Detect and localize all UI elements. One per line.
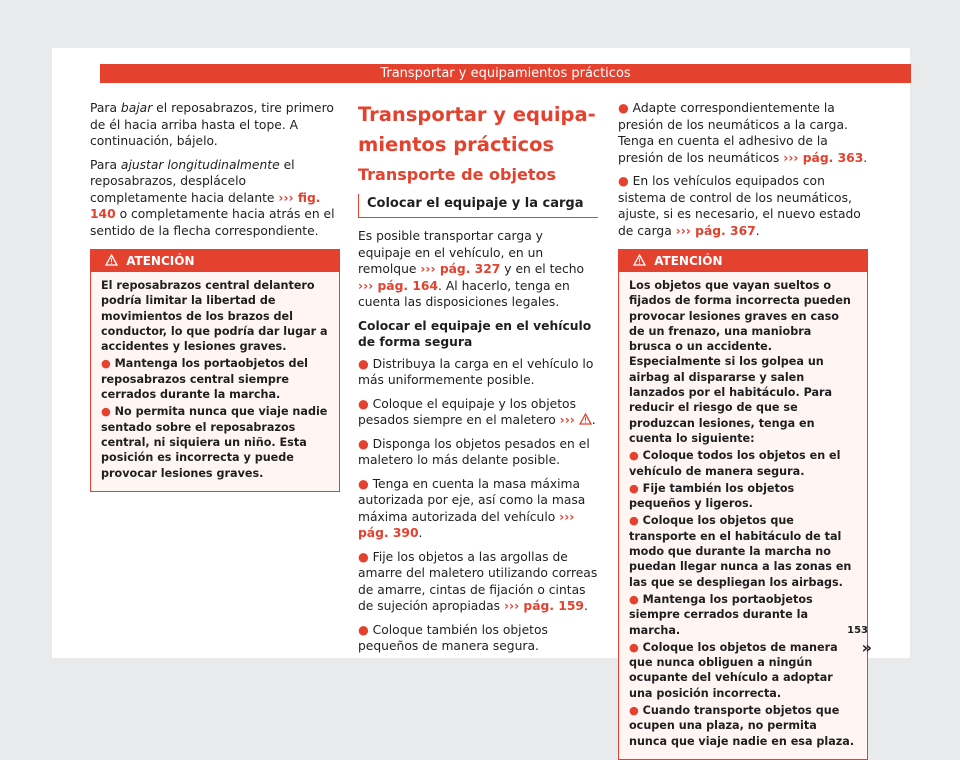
- bullet-icon: ●: [629, 704, 643, 718]
- paragraph-lower-armrest: Para bajar el reposabrazos, tire primero de él hacia arriba hasta el tope. A continuación, bájelo.: [90, 101, 334, 148]
- bullet-icon: ●: [629, 481, 643, 495]
- warning-triangle-icon: [633, 254, 646, 266]
- bullet-icon: ●: [358, 436, 373, 451]
- bullet-icon: ●: [629, 449, 643, 463]
- chapter-header: Transportar y equipamientos prácticos: [100, 64, 911, 83]
- warning-bullet: ● Mantenga los portaobjetos siempre cerrados durante la marcha.: [629, 592, 813, 637]
- warning-intro: El reposabrazos central delantero podría limitar la libertad de movimientos de los brazos del conductor, lo que podría dar lugar a accidentes y lesiones graves.: [101, 279, 328, 354]
- bullet-icon: ●: [358, 356, 373, 371]
- warning-triangle-icon: [105, 254, 118, 266]
- page-reference-link[interactable]: ››› pág. 164: [358, 278, 439, 293]
- warning-bullet: ● Mantenga los portaobjetos del reposabrazos central siempre cerrados durante la marcha.: [101, 357, 308, 402]
- chapter-title: Transportar y equipamientos prácticos: [358, 103, 596, 156]
- list-item: ● Coloque el equipaje y los objetos pesados siempre en el maletero ››› .: [358, 396, 596, 427]
- section-title: Transporte de objetos: [358, 165, 556, 184]
- manual-page: [52, 48, 910, 748]
- page-reference-link[interactable]: ››› pág. 159: [503, 599, 584, 613]
- bullet-icon: ●: [629, 514, 643, 528]
- warning-header: ATENCIÓN: [91, 250, 339, 272]
- bullet-icon: ●: [629, 592, 643, 606]
- bullet-icon: ●: [358, 396, 373, 411]
- page-reference-link[interactable]: ››› pág. 363: [783, 150, 864, 165]
- warning-body: [619, 272, 867, 759]
- warning-body: [91, 272, 339, 491]
- page-reference-link[interactable]: ››› pág. 390: [358, 509, 575, 540]
- warning-bullet: ● No permita nunca que viaje nadie sentado sobre el reposabrazos central, ni siquiera un niño. Esta posición es incorrecta y puede provocar lesiones graves.: [101, 405, 328, 480]
- column-left: [90, 100, 340, 492]
- warning-box-load: [618, 249, 868, 760]
- bullet-icon: ●: [101, 357, 115, 371]
- list-item: ● Tenga en cuenta la masa máxima autorizada por eje, así como la masa máxima autorizada del vehículo ››› pág. 390.: [358, 476, 586, 540]
- bullet-icon: ●: [618, 101, 633, 115]
- intro-paragraph: Es posible transportar carga y equipaje en el vehículo, en un remolque ››› pág. 327 y en el techo ››› pág. 164. Al hacerlo, tenga en cuenta las disposiciones legales.: [358, 229, 585, 309]
- warning-box-armrest: [90, 249, 340, 492]
- list-item: ● Adapte correspondientemente la presión de los neumáticos a la carga. Tenga en cuenta el adhesivo de la presión de los neumáticos ››› pág. 363.: [618, 101, 868, 165]
- column-right: [618, 100, 868, 760]
- warning-bullet: ● Coloque los objetos que transporte en el habitáculo de tal modo que durante la marcha no puedan llegar nunca a las zonas en las que se despliegan los airbags.: [629, 514, 852, 589]
- bullet-icon: ●: [358, 622, 373, 637]
- warning-reference-link[interactable]: ›››: [559, 413, 575, 427]
- warning-bullet: ● Cuando transporte objetos que ocupen una plaza, no permita nunca que viaje nadie en esa plaza.: [629, 704, 855, 748]
- subsection-title: Colocar el equipaje y la carga: [358, 194, 598, 218]
- bullet-icon: ●: [618, 174, 633, 188]
- bullet-icon: ●: [629, 640, 643, 654]
- list-item: ● Coloque también los objetos pequeños de manera segura.: [358, 622, 548, 653]
- list-item: ● En los vehículos equipados con sistema de control de los neumáticos, ajuste, si es necesario, el nuevo estado de carga ››› pág. 367.: [618, 174, 861, 238]
- page-reference-link[interactable]: ››› pág. 327: [420, 262, 501, 276]
- list-item: ● Disponga los objetos pesados en el maletero lo más delante posible.: [358, 436, 590, 467]
- figure-reference-link[interactable]: ››› fig. 140: [90, 190, 321, 221]
- column-middle: [358, 100, 598, 662]
- subheading: Colocar el equipaje en el vehículo de forma segura: [358, 318, 592, 349]
- warning-triangle-icon: [579, 413, 592, 425]
- warning-intro: Los objetos que vayan sueltos o fijados de forma incorrecta pueden provocar lesiones graves en caso de un frenazo, una maniobra brusca o un accidente. Especialmente si los golpea un airbag al dispararse y salen lanzados por el habitáculo. Para reducir el riesgo de que se produzcan lesiones, tenga en cuenta lo siguiente:: [629, 279, 851, 445]
- page-reference-link[interactable]: ››› pág. 367: [675, 223, 756, 238]
- warning-bullet: ● Coloque los objetos de manera que nunca obliguen a ningún ocupante del vehículo a adoptar una posición incorrecta.: [629, 640, 838, 700]
- bullet-icon: ●: [101, 405, 115, 419]
- warning-bullet: ● Coloque todos los objetos en el vehículo de manera segura.: [629, 449, 841, 478]
- bullet-icon: ●: [358, 549, 373, 564]
- warning-header: ATENCIÓN: [619, 250, 867, 272]
- list-item: ● Distribuya la carga en el vehículo lo más uniformemente posible.: [358, 356, 594, 387]
- warning-bullet: ● Fije también los objetos pequeños y ligeros.: [629, 481, 795, 511]
- continue-arrow-icon: »: [861, 638, 872, 657]
- paragraph-adjust-armrest: Para ajustar longitudinalmente el reposabrazos, desplácelo completamente hacia delante ››› fig. 140 o completamente hacia atrás en el sentido de la flecha correspondiente.: [90, 157, 335, 238]
- page-number: 153: [847, 625, 868, 636]
- bullet-icon: ●: [358, 476, 373, 491]
- list-item: ● Fije los objetos a las argollas de amarre del maletero utilizando correas de amarre, cintas de fijación o cintas de sujeción apropiadas ››› pág. 159.: [358, 549, 598, 613]
